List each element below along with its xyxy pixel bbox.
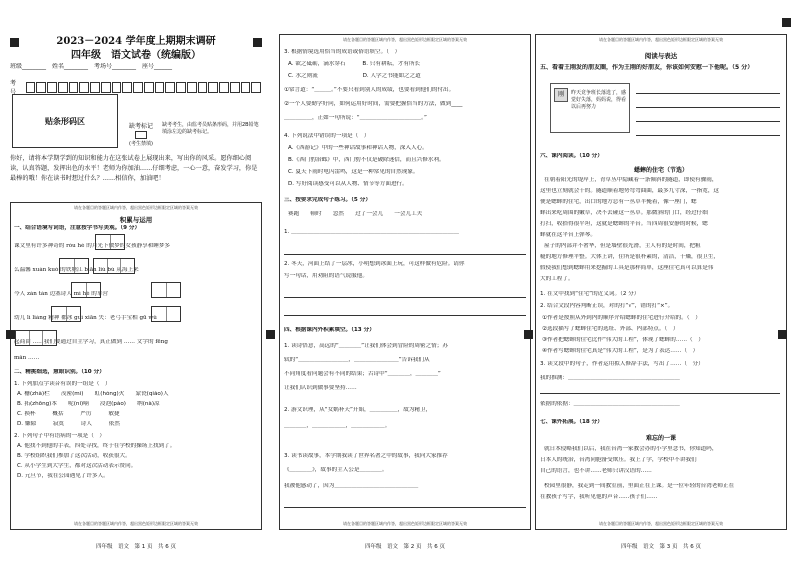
- reading-line: 糙的地方修理平整。大体上讲，住所是很朴素的，清洁，干燥，很卫生，: [540, 254, 720, 260]
- student-info[interactable]: 班级________ 姓名________ 考场号________ 座号______: [10, 63, 173, 70]
- registration-mark: [778, 330, 787, 339]
- reading-title: 难忘的一课: [645, 435, 676, 442]
- reading-line: 蟀出来吃周围的嫩草，决不去碰这一丛草。那微斜的门口，经过仔细: [540, 210, 708, 216]
- page-footer: 四年级 语文 第 3 页 共 6 页: [621, 544, 701, 550]
- exam-intro: 你好，请将本学期学到的知识和能力在这张试卷上展现出来，写出你的风采。愿你细心阅读，认真答题，发挥出色的水平！老师为你加油……仔细考虑，一心一意，奋发学习，你是最棒的哦！你在读书时想过什么？……相信你，加油吧！: [10, 155, 258, 182]
- answer-warning: 请在各题目的答题区域内作答，超出黑色矩形边框限定区域的答案无效: [74, 521, 198, 526]
- answer-grid[interactable]: [93, 258, 135, 274]
- option-line: D. 元旦节，我在公园遇见了许多人。: [17, 473, 109, 479]
- registration-mark: [6, 330, 15, 339]
- reading-line: 大的工程了。: [540, 276, 574, 282]
- answer-line[interactable]: 1. ＿＿＿＿＿＿＿＿＿＿＿＿＿＿＿＿＿＿＿＿＿＿＿＿＿＿＿＿＿＿: [284, 229, 459, 235]
- word-bank: 赛跑 顿时 忽然 过了一会儿 一会儿工夫: [288, 211, 423, 217]
- reading-line: 蟀就在这平台上弹琴。: [540, 232, 596, 238]
- answer-line[interactable]: [540, 393, 780, 394]
- answer-region: [535, 34, 787, 530]
- question-line: 3. 读书读故事，本学期我读了世界名著之中的故事，我向大家推荐: [284, 453, 448, 459]
- option-line: D. 写好阅读感受可以从人物、情节等方面进行。: [288, 181, 408, 187]
- registration-mark: [782, 18, 791, 27]
- exam-title: 2023－2024 学年度上期期末调研: [56, 36, 216, 47]
- exam-page-1: [10, 18, 262, 550]
- question-line[interactable]: 不同角度看问题会有不同的结果；古诗中“＿＿＿＿，＿＿＿＿”: [284, 371, 441, 377]
- question-line: 今人 zàn tàn 边塞诗人 mì hé 的军营: [14, 291, 109, 297]
- question-heading: 一、结合语境写词语，注意按字书写美观。（9 分）: [14, 225, 141, 231]
- option-line: C. 水之则流 D. 人学之书能如之之道: [288, 73, 421, 79]
- reading-line: 自己的语言，也不讲……老师只讲汉语的……: [540, 468, 652, 474]
- answer-line[interactable]: 依据的依据：＿＿＿＿＿＿＿＿＿＿＿＿＿＿＿＿＿＿＿: [540, 401, 680, 407]
- answer-region: [279, 34, 531, 530]
- question-line[interactable]: ＿＿＿＿，＿＿＿＿＿＿，＿＿＿＿＿＿。: [284, 423, 391, 429]
- question-line: 写一句话，用劝阻的语气说服他。: [284, 273, 368, 279]
- judge-line[interactable]: ③作者把蟋蟀的住宅比作“伟大的工程”，体现了蟋蟀的……（ ）: [542, 337, 704, 343]
- exam-subtitle: 四年级 语文试卷（统编版）: [71, 50, 201, 61]
- exam-page-3: [535, 18, 787, 550]
- question-line: 2. 下列句子中有语病的一项是（ ）: [14, 433, 106, 439]
- post-text: 昨天竞争班长落选了，感觉好失落，妈妈说，得看以后再努力: [571, 90, 627, 110]
- reading-line: 在教孩子写字，我听见他的声音……孩子们……: [540, 494, 658, 500]
- answer-line[interactable]: [284, 254, 526, 255]
- judge-line[interactable]: ④作者写蟋蟀的住宅真是“伟大的工程”，是为了表达……（ ）: [542, 348, 699, 354]
- moments-post: [550, 83, 630, 133]
- question-line: 1. 在文中找到“住宅”的近义词。（2 分）: [540, 291, 640, 297]
- question-line: 4. 下列说法中错误的一项是（ ）: [284, 133, 370, 139]
- judge-line[interactable]: ②选段描写了蟋蟀住宅的选址、外部、内部特点。（ ）: [542, 326, 679, 332]
- question-line: 课文里有许多神奇的 róu hé 的月光下做梦的女孩静享和睡梦多: [14, 243, 171, 249]
- answer-line[interactable]: [636, 93, 780, 94]
- section-title: 积累与运用: [119, 216, 153, 224]
- reading-line: 在朝着阳光的堤岸上，青草丛中隐藏着一条倾斜的隧道，即使有骤雨，: [544, 177, 718, 183]
- question-line[interactable]: 让我们认识到做事要坚持……: [284, 385, 357, 391]
- question-line[interactable]: ②一个人要勤学好问，如何运用好时间，需要把握恰当的方法，做到____: [284, 101, 463, 107]
- answer-grid[interactable]: [151, 306, 181, 322]
- absent-mark[interactable]: 缺考标记 (考生禁填): [128, 123, 153, 147]
- absent-description: 缺考考生，由监考员贴条形码，并用2B铅笔填涂左边的缺考标记。: [162, 122, 259, 135]
- reading-line: 就日本侵略我们以后，我在台湾一家教会办的小学里念书，你知道吗，: [544, 446, 718, 452]
- answer-warning: 请在各题目的答题区域内作答，超出黑色矩形边框限定区域的答案无效: [599, 37, 723, 42]
- option-line: B. 拓(zhōng)本 呢(ní)喃 浸泡(pào) 纳(nà)凉: [17, 401, 160, 407]
- question-heading: 二、精挑细选，慧眼识别。（10 分）: [14, 369, 105, 375]
- barcode-sticker-area[interactable]: 贴条形码区: [12, 94, 118, 148]
- reading-title: 蟋蟀的住宅（节选）: [633, 167, 688, 174]
- answer-line[interactable]: [636, 121, 780, 122]
- question-heading: 七、课外拓展。（18 分）: [540, 419, 603, 425]
- answer-line[interactable]: [636, 135, 780, 136]
- reading-line: 这里也立刻就会干的。隧道顺着地势弯弯曲曲，最多九寸深，一指宽，这: [540, 188, 720, 194]
- answer-line[interactable]: [284, 297, 526, 298]
- answer-grid[interactable]: [59, 258, 89, 274]
- question-line: 3. 根据情境选用恰当的成语或俗语填空。（ ）: [284, 49, 401, 55]
- question-line[interactable]: 我被他感动了，因为＿＿＿＿＿＿＿＿＿＿＿＿＿＿＿: [284, 483, 419, 489]
- option-line: C. 夏天下雨时电闪雷鸣，这是一种常见的自然现象。: [288, 169, 419, 175]
- page-footer: 四年级 语文 第 1 页 共 6 页: [96, 544, 176, 550]
- option-line: C. 换杯 概括 严厉 敏捷: [17, 411, 120, 417]
- answer-line[interactable]: 我的推测：＿＿＿＿＿＿＿＿＿＿＿＿＿＿＿＿＿＿＿＿: [540, 375, 680, 381]
- question-heading: 五、看着王刚发的朋友圈，作为王刚的好朋友，你该如何安慰一下他呢。（5 分）: [540, 64, 754, 71]
- question-line: 起商由 ……我们要通过自主学习，真正做到 …… 文字的 fēng: [14, 339, 168, 345]
- exam-page-2: [279, 18, 531, 550]
- answer-warning: 请在各题目的答题区域内作答，超出黑色矩形边框限定区域的答案无效: [74, 205, 198, 210]
- question-line: 2. 结合文段内容判断正误，对的打“√”，错的打“×”。: [540, 303, 674, 309]
- question-heading: 六、课内阅读。（10 分）: [540, 153, 603, 159]
- answer-line[interactable]: [284, 315, 526, 316]
- reading-line: 便是蟋蟀的住宅，出口的地方总有一丛草半掩着，像一座门，蟋: [540, 199, 697, 205]
- answer-grid[interactable]: [15, 330, 57, 346]
- answer-grid[interactable]: [95, 234, 125, 250]
- question-heading: 三、按要求完成句子练习。（5 分）: [284, 197, 371, 203]
- exam-number-label: 考号: [10, 80, 17, 96]
- question-line: 1. 下列加点字读音有误的一组是（ ）: [14, 381, 111, 387]
- option-line: A. 他找不到他的手表，四处寻找，终于在学校的操场上找到了。: [17, 443, 176, 449]
- avatar: 刚: [554, 88, 568, 102]
- reading-line: 屋子的内部并不奢华，但是墙壁很光滑，主人有的是时间，把粗: [544, 243, 701, 249]
- reading-line: 打扫，收拾得很平坦，这就是蟋蟀的平台。当四周很安静的时候，蟋: [540, 221, 708, 227]
- answer-warning: 请在各题目的答题区域内作答，超出黑色矩形边框限定区域的答案无效: [343, 521, 467, 526]
- question-line[interactable]: ①常言道：“＿＿＿。”不要只看到别人的成绩，也要看到他们的付出。: [284, 87, 455, 93]
- answer-line[interactable]: [284, 507, 526, 508]
- question-line: 幼儿 lì liáng 精神 都冰 guì xiān 失：老弓手宝相 gū wǔ: [14, 315, 157, 321]
- registration-mark: [266, 330, 275, 339]
- answer-grid[interactable]: [71, 282, 101, 298]
- answer-grid[interactable]: [51, 306, 81, 322]
- question-line[interactable]: 1. 读诗悟意，高远的“＿＿＿＿”让我们体会到冒险的周密之情；苏: [284, 343, 448, 349]
- question-line[interactable]: 《＿＿＿＿》，故事的主人公是＿＿＿＿。: [284, 467, 388, 473]
- option-line: B. 学校组织我们参加了这次活动，收获很大。: [17, 453, 131, 459]
- question-line: mǎn ……: [14, 355, 40, 361]
- reading-line: 假使我们想到蟋蟀用来挖掘的工具是那样简单，这座住宅真可以算是伟: [540, 265, 714, 271]
- answer-grid[interactable]: [151, 282, 181, 298]
- question-line[interactable]: 2. 游文识理，从“女娲补天”开始，＿＿＿＿＿，故为精卫，: [284, 407, 432, 413]
- answer-warning: 请在各题目的答题区域内作答，超出黑色矩形边框限定区域的答案无效: [599, 521, 723, 526]
- section-title: 阅读与表达: [644, 52, 678, 60]
- question-line[interactable]: 轼的“＿＿＿＿＿＿＿＿＿，＿＿＿＿＿＿＿＿”告诉我们从: [284, 357, 430, 363]
- page-footer: 四年级 语文 第 2 页 共 6 页: [365, 544, 445, 550]
- option-line: A. 栅(zhà)栏 茂密(mì) 虹(hóng)火 蒙瓷(qiáo)人: [17, 391, 169, 397]
- option-line: C. 从小学生到大学生，都对这次活动表示赞同。: [17, 463, 137, 469]
- question-line: 2. 冬天，河面上结了一层冰，小明想到冰面上玩，可这样做有危险。请你: [284, 261, 465, 267]
- registration-mark: [524, 330, 533, 339]
- option-line: A.《西游记》中的一些神话故事和神话人物，深入人心。: [288, 145, 428, 151]
- judge-line[interactable]: ①作者是按照从外到内的顺序介绍蟋蟀的住宅进行介绍的。（ ）: [542, 315, 701, 321]
- reading-line: 校园里很静，我走到一间教室前，里面正在上课。是一位年轻的台湾老师正在: [544, 483, 735, 489]
- answer-line[interactable]: [636, 107, 780, 108]
- option-line: D. 嫌隙 寂寞 诗人 依然: [17, 421, 120, 427]
- question-heading: 四、根据课内外积累填空。（13 分）: [284, 327, 375, 333]
- answer-warning: 请在各题目的答题区域内作答，超出黑色矩形边框限定区域的答案无效: [343, 37, 467, 42]
- question-line: 3. 读文段中的句子，作者运用拟人修辞手法，写出了……（ 分）: [540, 361, 704, 367]
- question-line[interactable]: ＿＿＿＿＿，正如一句所说：“＿＿＿＿＿＿＿＿＿＿＿。”: [284, 115, 427, 121]
- option-line: A. 欲之砥砺，滴水穿石 B. 只有耕耘，才有所长: [288, 61, 421, 67]
- reading-line: 日本人的统治，台湾同胞备受欺压。我上了学，学校中不讲我们: [540, 457, 697, 463]
- option-line: B.《西门豹治邺》中，西门豹不仅是破除迷信，而且兴修水利。: [288, 157, 445, 163]
- question-line: 么温馨 xuàn kuò 的铁塘江 biān liú bù 从海上来: [14, 267, 139, 273]
- answer-region: [10, 202, 262, 530]
